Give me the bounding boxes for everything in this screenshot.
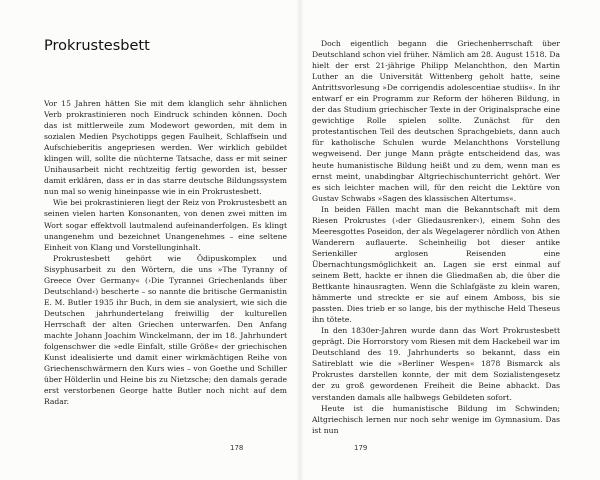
left-page-text (44, 98, 287, 407)
chapter-title: Prokrustesbett (44, 38, 150, 54)
paragraph: Wie bei prokrastinieren liegt der Reiz von Prokrustesbett an seinen vielen harten Konsonanten, von denen zwei mitten im Wort sogar effektvoll lautmalend aufeinanderfolgen. Es klingt unangenehm und bezeichnet Unangenehmes – eine seltene Einheit von Klang und Vorstellunginhalt. (44, 198, 287, 252)
paragraph: Prokrustesbett gehört wie Ödipuskomplex und Sisyphusarbeit zu den Wörtern, die uns »The Tyranny of Greece Over Germany« (›Die Tyrannei Griechenlands über Deutschland‹) bescherte – so nannte die britische Germanistin E. M. Butler 1935 ihr Buch, in dem sie analysiert, wie sich die Deutschen jahrhundertelang freiwillig der kulturellen Herrschaft der alten Griechen unterwarfen. Den Anfang machte Johann Joachim Winckelmann, der im 18. Jahrhundert folgenschwer die »edle Einfalt, stille Größe« der griechischen Kunst idealisierte und damit einer wirkmächtigen Reihe von Griechenschwärmern den Kurs wies – von Goethe und Schiller über Hölderlin und Heine bis zu Nietzsche; den damals gerade erst verstorbenen George hatte Butler noch nicht auf dem Radar. (44, 253, 287, 407)
paragraph: Doch eigentlich begann die Griechenherrschaft über Deutschland schon viel früher. Nämlich am 28. August 1518. Da hielt der erst 21-jährige Philipp Melanchthon, den Martin Luther an die Universität Wittenberg geholt hatte, seine Antrittsvorlesung »De corrigendis adolescentiae studiis«. In ihr entwarf er ein Programm zur Reform der höheren Bildung, in der das Studium griechischer Texte in der Originalsprache eine gewichtige Rolle spielen sollte. Zunächst für den protestantischen Teil des deutschen Sprachgebiets, dann auch für katholische Schulen wurde Melanchthons Vorstellung wegweisend. Der junge Mann prägte entscheidend das, was heute humanistische Bildung heißt und zu dem, wenn man es ernst meint, unabdingbar Altgriechischunterricht gehört. Wer es sich leichter machen will, für den reicht die Lektüre von Gustav Schwabs »Sagen des klassischen Altertums«. (312, 39, 560, 203)
right-page (300, 0, 600, 480)
page-number: 178 (230, 444, 244, 452)
right-page-text (312, 38, 560, 436)
paragraph: Heute ist die humanistische Bildung im Schwinden; Altgriechisch lernen nur noch sehr wenige im Gymnasium. Das ist nun (312, 403, 560, 435)
page-number: 179 (354, 444, 368, 452)
paragraph: Vor 15 Jahren hätten Sie mit dem klanglich sehr ähnlichen Verb prokrastinieren noch Eindruck schinden können. Doch das ist mittlerweile zum Modewort geworden, mit dem in sozialen Medien Psychotipps gegen Faulheit, Schlaffsein und Aufschieberitis angepriesen werden. Wer wirklich gebildet klingen will, sollte die nüchterne Tatsache, dass er mit seiner Unihausarbeit nicht rechtzeitig fertig geworden ist, besser damit erklären, dass er in das starre deutsche Bildungssystem nun mal so wenig hineinpasse wie in ein Prokrustesbett. (44, 99, 287, 197)
paragraph: In beiden Fällen macht man die Bekanntschaft mit dem Riesen Prokrustes (›der Gliedausrenker‹), einem Sohn des Meeresgottes Poseidon, der als Wegelagerer nördlich von Athen Wanderern auflauerte. Scheinheilig bot dieser antike Serienkiller arglosen Reisenden eine Übernachtungsmöglichkeit an. Lagen sie erst einmal auf seinem Bett, hackte er ihnen die Gliedmaßen ab, die über die Bettkante hinausragten. Wenn die Schlafgäste zu klein waren, hämmerte und streckte er sie auf einem Amboss, bis sie passten. Dies trieb er so lange, bis der mythische Held Theseus ihn tötete. (312, 204, 560, 325)
paragraph: In den 1830er-Jahren wurde dann das Wort Prokrustesbett geprägt. Die Horrorstory vom Riesen mit dem Hackebeil war im Deutschland des 19. Jahrhunderts so bekannt, dass ein Satireblatt wie die »Berliner Wespen« 1878 Bismarck als Prokrustes darstellen konnte, der mit dem Sozialistengesetz der zu groß gewordenen Freiheit die Beine abhackt. Das verstanden damals alle halbwegs Gebildeten sofort. (312, 326, 560, 402)
